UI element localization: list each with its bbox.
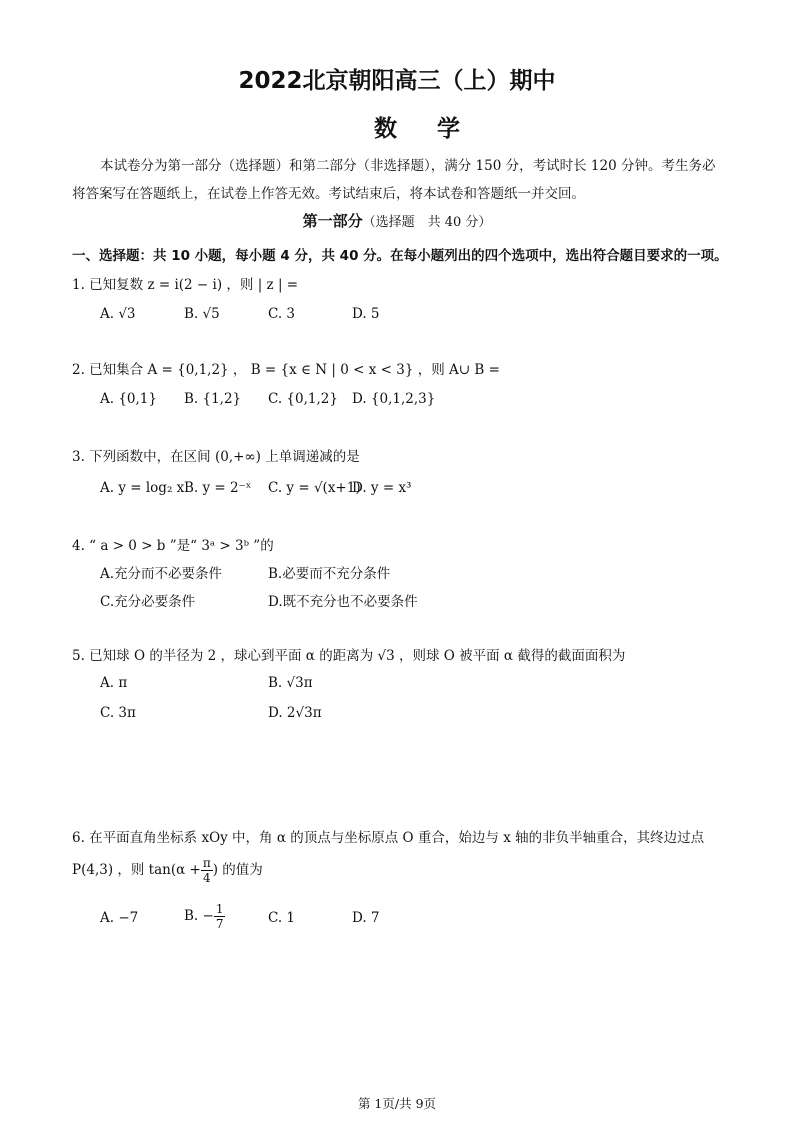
page-number: 第 1页/共 9页 [357,1096,437,1111]
question-6-fraction [201,856,213,885]
question-5-option-b: B. √3π [268,675,313,691]
question-6-stem-post: ) 的值为 [212,862,263,878]
question-1-option-b: B. √5 [184,306,220,322]
option-b-prefix: B. − [184,908,214,924]
question-6-stem-line-1: 6. 在平面直角坐标系 xOy 中，角 α 的顶点与坐标原点 O 重合，始边与 x 轴的非负半轴重合，其终边过点 [72,830,705,846]
part-subtitle: （选择题 共 40 分） [362,215,492,230]
subject-title: 数学 [374,116,500,142]
question-5-stem: 5. 已知球 O 的半径为 2 ，球心到平面 α 的距离为 √3 ，则球 O 被平面 α 截得的截面面积为 [72,648,626,664]
question-3-option-c: C. y = √(x+1) [268,480,361,496]
option-b-fraction [214,902,226,931]
question-4-option-c: C.充分必要条件 [100,594,196,610]
question-4-stem: 4. “ a > 0 > b ”是“ 3ᵃ > 3ᵇ ”的 [72,538,274,554]
question-2-option-a: A. {0,1} [100,391,157,407]
question-6-option-b [184,902,225,931]
question-4-option-b: B.必要而不充分条件 [268,566,391,582]
question-4-option-a: A.充分而不必要条件 [100,566,223,582]
exam-title: 2022北京朝阳高三（上）期中 [238,68,556,94]
question-3-option-a: A. y = log₂ x [100,480,185,496]
question-1-option-a: A. √3 [100,306,136,322]
intro-line-1: 本试卷分为第一部分（选择题）和第二部分（非选择题），满分 150 分，考试时长 120 分钟。考生务必 [100,158,716,174]
question-4-option-d: D.既不充分也不必要条件 [268,594,418,610]
question-6-option-c: C. 1 [268,910,296,926]
question-6-stem-pre: P(4,3) ，则 tan(α + [72,862,201,878]
question-2-stem: 2. 已知集合 A = {0,1,2} ， B = {x ∈ N | 0 < x < 3} ，则 A∪ B = [72,362,500,378]
question-5-option-a: A. π [100,675,128,691]
question-5-option-d: D. 2√3π [268,705,322,721]
question-3-stem: 3. 下列函数中，在区间 (0,+∞) 上单调递减的是 [72,449,360,465]
question-2-option-c: C. {0,1,2} [268,391,338,407]
part-heading [0,210,794,231]
question-3-option-d: D. y = x³ [352,480,412,496]
question-5-option-c: C. 3π [100,705,136,721]
section-heading: 一、选择题：共 10 小题，每小题 4 分，共 40 分。在每小题列出的四个选项中，选出符合题目要求的一项。 [72,248,728,264]
fraction-numerator: π [202,856,211,870]
fraction-numerator: 1 [215,902,224,916]
question-6-option-d: D. 7 [352,910,380,926]
fraction-denominator: 7 [215,917,224,931]
question-2-option-b: B. {1,2} [184,391,242,407]
part-title: 第一部分 [302,212,363,230]
intro-line-2: 将答案写在答题纸上，在试卷上作答无效。考试结束后，将本试卷和答题纸一并交回。 [72,186,585,202]
question-1-option-d: D. 5 [352,306,380,322]
question-6-option-a: A. −7 [100,910,139,926]
question-3-option-b: B. y = 2⁻ˣ [184,480,252,496]
question-1-option-c: C. 3 [268,306,296,322]
question-6-stem-line-2 [72,856,263,885]
question-2-option-d: D. {0,1,2,3} [352,391,436,407]
question-1-stem: 1. 已知复数 z = i(2 − i) ，则 | z | = [72,277,299,293]
fraction-denominator: 4 [202,871,211,885]
